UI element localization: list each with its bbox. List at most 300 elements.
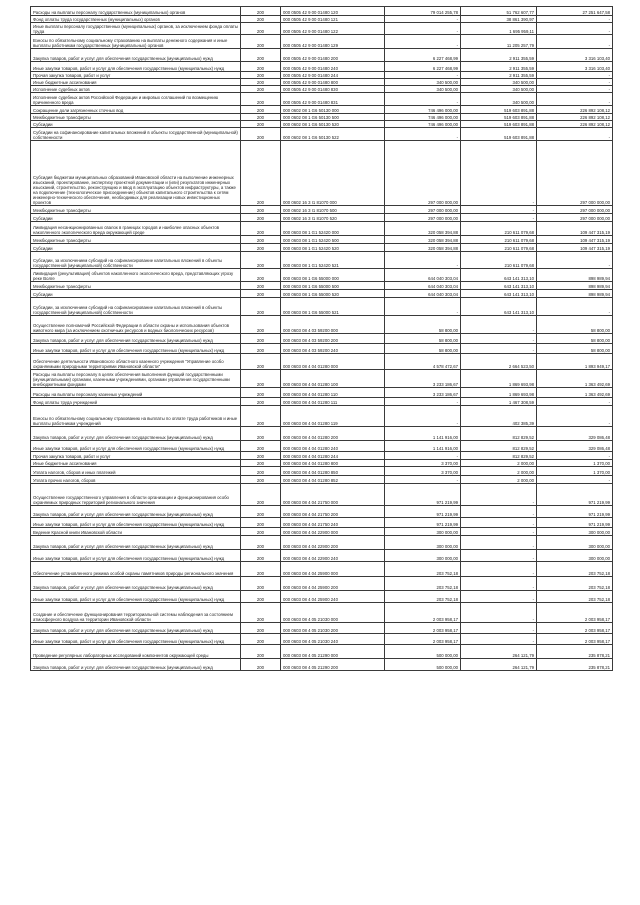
table-row	[31, 370, 613, 388]
row-budget-code: 000 0603 08 1 G1 52420 000	[281, 222, 385, 236]
row-amount-executed: 2 000,00	[461, 467, 537, 476]
row-admin-code: 200	[241, 35, 281, 49]
row-budget-code: 000 0505 42 9 00 01480 800	[281, 79, 385, 86]
row-budget-code: 000 0505 42 9 00 01480 129	[281, 35, 385, 49]
row-amount-remaining: 58 800,00	[537, 344, 613, 354]
row-amount-remaining: 226 892 108,12	[537, 114, 613, 121]
row-amount-executed: -	[461, 536, 537, 550]
row-budget-code: 000 0505 42 9 00 01480 121	[281, 16, 385, 23]
row-admin-code: 200	[241, 106, 281, 114]
table-row	[31, 406, 613, 427]
row-name: Закупка товаров, работ и услуг для обеспечения государственных (муниципальных) нужд	[31, 659, 241, 671]
row-amount-remaining: -	[537, 476, 613, 484]
row-budget-code: 000 0603 08 4 05 21290 200	[281, 659, 385, 671]
row-admin-code: 200	[241, 550, 281, 562]
row-amount-remaining: 1 370,00	[537, 460, 613, 467]
row-name: Ликвидация (рекультивация) объектов накопленного экологического вреда, представляющих угрозу реке Волге	[31, 269, 241, 282]
row-amount-approved: -	[385, 252, 461, 269]
row-admin-code: 200	[241, 476, 281, 484]
row-budget-code: 000 0603 08 1 G1 52420 520	[281, 244, 385, 252]
row-name: Иные закупки товаров, работ и услуг для обеспечения государственных (муниципальных) нужд	[31, 518, 241, 528]
row-amount-approved: 500 000,00	[385, 659, 461, 671]
row-amount-remaining: -	[537, 398, 613, 406]
row-amount-remaining: 3 316 103,40	[537, 49, 613, 62]
row-budget-code: 000 0603 08 4 05 21290 000	[281, 645, 385, 659]
row-admin-code: 200	[241, 398, 281, 406]
row-budget-code: 000 0603 08 1 G6 55000 520	[281, 290, 385, 298]
table-row	[31, 528, 613, 536]
row-amount-executed: 264 121,79	[461, 645, 537, 659]
row-budget-code: 000 0603 08 1 G6 55000 500	[281, 282, 385, 290]
row-budget-code: 000 0603 08 4 05 21030 000	[281, 603, 385, 623]
row-amount-approved: 644 040 303,04	[385, 290, 461, 298]
row-budget-code: 000 0603 08 1 G1 52420 521	[281, 252, 385, 269]
row-budget-code: 000 0602 08 1 G6 50130 522	[281, 128, 385, 141]
row-budget-code: 000 0603 08 4 04 01280 850	[281, 467, 385, 476]
row-amount-executed: -	[461, 214, 537, 222]
row-name: Иные бюджетные ассигнования	[31, 79, 241, 86]
row-amount-approved: 4 578 472,67	[385, 354, 461, 370]
row-name: Расходы на выплаты персоналу в целях обеспечения выполнения функций государственными (муниципальными) органами, казенными учреждениями, органами управления государственными внебюджетными фондами	[31, 370, 241, 388]
row-name: Закупка товаров, работ и услуг для обеспечения государственных (муниципальных) нужд	[31, 49, 241, 62]
row-amount-approved: -	[385, 128, 461, 141]
table-row	[31, 452, 613, 460]
row-name: Субсидия бюджетам муниципальных образований Ивановской области на выполнение инженерных изысканий, проектирование, экспертизу проектной документации и (или) результатов инженерных изысканий, строительство, реконструкцию и ввод в эксплуатацию объектов инфраструктуры, а также на подключение (технологическое присоединение) объектов капитального строительства к сетям инженерно-технического обеспечения, необходимых для реализации новых инвестиционных проектов	[31, 141, 241, 206]
table-row	[31, 128, 613, 141]
row-amount-executed: 519 603 891,88	[461, 106, 537, 114]
row-amount-executed: 1 869 693,98	[461, 388, 537, 398]
budget-report-page	[30, 6, 612, 671]
row-name: Взносы по обязательному социальному страхованию на выплаты по оплате труда работников и иные выплаты работникам учреждений	[31, 406, 241, 427]
table-row	[31, 236, 613, 244]
row-amount-approved: 3 233 186,67	[385, 370, 461, 388]
row-name: Субсидии	[31, 214, 241, 222]
table-row	[31, 252, 613, 269]
table-row	[31, 316, 613, 334]
row-name: Закупка товаров, работ и услуг для обеспечения государственных (муниципальных) нужд	[31, 427, 241, 441]
row-amount-approved: 644 040 303,04	[385, 282, 461, 290]
row-budget-code: 000 0603 08 4 03 59200 000	[281, 316, 385, 334]
row-amount-approved: 320 058 394,88	[385, 222, 461, 236]
row-amount-executed: 1 695 959,11	[461, 23, 537, 35]
row-amount-remaining: 297 000 000,00	[537, 141, 613, 206]
row-amount-approved: 297 000 000,00	[385, 214, 461, 222]
row-amount-approved: -	[385, 93, 461, 106]
row-amount-approved: 644 040 303,04	[385, 269, 461, 282]
row-amount-approved: 2 003 958,17	[385, 634, 461, 645]
table-row	[31, 23, 613, 35]
row-amount-remaining: -	[537, 252, 613, 269]
row-amount-approved: 300 000,00	[385, 536, 461, 550]
row-amount-executed: 2 911 355,59	[461, 72, 537, 79]
row-name: Сокращение доли загрязненных сточных вод	[31, 106, 241, 114]
table-row	[31, 476, 613, 484]
row-amount-remaining: -	[537, 79, 613, 86]
table-row	[31, 427, 613, 441]
row-admin-code: 200	[241, 141, 281, 206]
row-amount-executed: 210 611 079,68	[461, 236, 537, 244]
row-name: Закупка товаров, работ и услуг для обеспечения государственных (муниципальных) нужд	[31, 536, 241, 550]
row-amount-executed: 812 829,52	[461, 427, 537, 441]
table-row	[31, 354, 613, 370]
row-admin-code: 200	[241, 518, 281, 528]
row-amount-remaining: 329 086,48	[537, 441, 613, 452]
row-amount-executed: 2 000,00	[461, 476, 537, 484]
row-name: Межбюджетные трансферты	[31, 206, 241, 214]
row-amount-approved: 58 800,00	[385, 334, 461, 344]
row-name: Субсидии	[31, 121, 241, 128]
row-admin-code: 200	[241, 406, 281, 427]
row-amount-remaining: 109 447 315,19	[537, 222, 613, 236]
row-amount-remaining: -	[537, 93, 613, 106]
row-amount-remaining: -	[537, 128, 613, 141]
row-name: Закупка товаров, работ и услуг для обеспечения государственных (муниципальных) нужд	[31, 506, 241, 518]
row-amount-remaining: 329 086,48	[537, 427, 613, 441]
row-amount-remaining: 203 752,18	[537, 562, 613, 577]
table-row	[31, 518, 613, 528]
table-row	[31, 121, 613, 128]
row-amount-remaining: -	[537, 452, 613, 460]
row-admin-code: 200	[241, 252, 281, 269]
row-amount-executed: -	[461, 316, 537, 334]
row-amount-remaining: -	[537, 406, 613, 427]
row-amount-approved: -	[385, 16, 461, 23]
row-amount-executed: 210 611 079,68	[461, 222, 537, 236]
table-row	[31, 106, 613, 114]
row-budget-code: 000 0603 08 4 04 22900 200	[281, 536, 385, 550]
row-amount-approved: -	[385, 398, 461, 406]
row-amount-approved: 1 141 916,00	[385, 441, 461, 452]
row-name: Иные бюджетные ассигнования	[31, 460, 241, 467]
table-row	[31, 269, 613, 282]
row-name: Субсидии, за исключением субсидий на софинансирование капитальных вложений в объекты государственной (муниципальной) собственности	[31, 252, 241, 269]
row-amount-remaining: 203 752,18	[537, 577, 613, 591]
table-row	[31, 49, 613, 62]
row-amount-approved: 203 752,18	[385, 562, 461, 577]
row-amount-approved: 746 496 000,00	[385, 106, 461, 114]
row-amount-executed: 402 385,39	[461, 406, 537, 427]
row-amount-approved: 3 370,00	[385, 460, 461, 467]
row-admin-code: 200	[241, 86, 281, 93]
row-budget-code: 000 0603 08 4 04 22900 000	[281, 528, 385, 536]
row-admin-code: 200	[241, 298, 281, 316]
row-amount-approved: 971 219,99	[385, 518, 461, 528]
row-budget-code: 000 0603 08 4 04 21750 240	[281, 518, 385, 528]
row-admin-code: 200	[241, 536, 281, 550]
row-budget-code: 000 0603 08 4 04 25900 240	[281, 591, 385, 603]
row-amount-approved: 6 227 468,99	[385, 62, 461, 72]
row-budget-code: 000 0603 08 4 04 01280 244	[281, 452, 385, 460]
row-amount-remaining: -	[537, 298, 613, 316]
row-amount-remaining: 27 251 647,58	[537, 7, 613, 16]
row-admin-code: 200	[241, 427, 281, 441]
row-name: Расходы на выплаты персоналу казенных учреждений	[31, 388, 241, 398]
row-budget-code: 000 0602 08 1 G6 50130 500	[281, 114, 385, 121]
row-amount-executed: -	[461, 550, 537, 562]
row-amount-remaining: 109 447 315,19	[537, 244, 613, 252]
row-amount-remaining: 971 219,99	[537, 518, 613, 528]
table-row	[31, 550, 613, 562]
table-row	[31, 79, 613, 86]
row-amount-executed: -	[461, 334, 537, 344]
row-budget-code: 000 0603 08 4 04 25900 000	[281, 562, 385, 577]
row-amount-remaining: -	[537, 16, 613, 23]
row-budget-code: 000 0602 08 1 G6 50130 000	[281, 106, 385, 114]
row-name: Фонд оплаты труда учреждений	[31, 398, 241, 406]
row-name: Ведение Красной книги Ивановской области	[31, 528, 241, 536]
row-amount-approved: -	[385, 452, 461, 460]
row-admin-code: 200	[241, 506, 281, 518]
row-amount-remaining: 898 989,94	[537, 282, 613, 290]
row-budget-code: 000 0603 08 4 04 01280 800	[281, 460, 385, 467]
row-amount-approved: 971 219,99	[385, 506, 461, 518]
row-name: Иные закупки товаров, работ и услуг для обеспечения государственных (муниципальных) нужд	[31, 441, 241, 452]
row-admin-code: 200	[241, 214, 281, 222]
row-name: Уплата прочих налогов, сборов	[31, 476, 241, 484]
row-amount-approved: 340 500,00	[385, 79, 461, 86]
row-name: Закупка товаров, работ и услуг для обеспечения государственных (муниципальных) нужд	[31, 334, 241, 344]
row-name: Проведение регулярных лабораторных исследований компонентов окружающей среды	[31, 645, 241, 659]
table-row	[31, 398, 613, 406]
table-row	[31, 603, 613, 623]
row-amount-executed: 1 467 308,59	[461, 398, 537, 406]
table-row	[31, 441, 613, 452]
row-admin-code: 200	[241, 236, 281, 244]
row-budget-code: 000 0603 08 4 04 22900 240	[281, 550, 385, 562]
row-budget-code: 000 0602 08 1 G6 50130 520	[281, 121, 385, 128]
table-row	[31, 7, 613, 16]
row-amount-executed: 2 000,00	[461, 460, 537, 467]
row-amount-approved: 6 227 468,99	[385, 49, 461, 62]
row-amount-remaining: 1 363 492,69	[537, 388, 613, 398]
row-amount-approved: 203 752,18	[385, 577, 461, 591]
row-admin-code: 200	[241, 603, 281, 623]
row-budget-code: 000 0603 08 4 04 25900 200	[281, 577, 385, 591]
row-amount-approved: 203 752,18	[385, 591, 461, 603]
table-row	[31, 114, 613, 121]
row-amount-approved: -	[385, 72, 461, 79]
row-name: Фонд оплаты труда государственных (муниципальных) органов	[31, 16, 241, 23]
row-budget-code: 000 0505 42 9 00 01480 830	[281, 86, 385, 93]
row-budget-code: 000 0603 08 4 04 21750 200	[281, 506, 385, 518]
row-admin-code: 200	[241, 354, 281, 370]
row-budget-code: 000 0505 42 9 00 01480 240	[281, 62, 385, 72]
row-amount-remaining: 300 000,00	[537, 550, 613, 562]
row-name: Субсидии	[31, 244, 241, 252]
row-amount-approved: 320 058 394,88	[385, 236, 461, 244]
row-amount-remaining: 300 000,00	[537, 528, 613, 536]
row-amount-executed: -	[461, 518, 537, 528]
table-row	[31, 623, 613, 634]
row-amount-executed: 519 603 891,88	[461, 128, 537, 141]
row-amount-approved: 971 219,99	[385, 484, 461, 506]
row-amount-approved: -	[385, 35, 461, 49]
row-amount-executed: 38 861 390,97	[461, 16, 537, 23]
row-admin-code: 200	[241, 452, 281, 460]
row-admin-code: 200	[241, 114, 281, 121]
row-amount-remaining: 297 000 000,00	[537, 206, 613, 214]
row-amount-remaining: 58 800,00	[537, 334, 613, 344]
row-name: Исполнение судебных актов Российской Федерации и мировых соглашений по возмещению причиненного вреда	[31, 93, 241, 106]
row-amount-remaining: 226 892 108,12	[537, 121, 613, 128]
row-name: Субсидии, за исключением субсидий на софинансирование капитальных вложений в объекты государственной (муниципальной) собственности	[31, 298, 241, 316]
row-admin-code: 200	[241, 591, 281, 603]
row-budget-code: 000 0505 42 9 00 01480 244	[281, 72, 385, 79]
row-admin-code: 200	[241, 269, 281, 282]
row-admin-code: 200	[241, 282, 281, 290]
table-row	[31, 634, 613, 645]
row-amount-executed: -	[461, 484, 537, 506]
row-budget-code: 000 0603 08 4 03 59200 200	[281, 334, 385, 344]
row-name: Иные закупки товаров, работ и услуг для обеспечения государственных (муниципальных) нужд	[31, 550, 241, 562]
row-budget-code: 000 0505 42 9 00 01480 120	[281, 7, 385, 16]
row-name: Субсидии	[31, 290, 241, 298]
row-amount-remaining: 58 800,00	[537, 316, 613, 334]
row-amount-approved: 1 141 916,00	[385, 427, 461, 441]
table-row	[31, 282, 613, 290]
row-amount-approved: 3 233 186,67	[385, 388, 461, 398]
row-budget-code: 000 0602 16 3 I1 81070 500	[281, 206, 385, 214]
row-amount-approved: -	[385, 406, 461, 427]
expenditure-table	[30, 6, 613, 671]
row-budget-code: 000 0603 08 4 03 59200 240	[281, 344, 385, 354]
row-budget-code: 000 0505 42 9 00 01480 200	[281, 49, 385, 62]
row-amount-approved: -	[385, 476, 461, 484]
row-amount-remaining: 898 989,94	[537, 290, 613, 298]
row-name: Осуществление государственного управления в области организации и функционирования особо охраняемых природных территорий регионального значения	[31, 484, 241, 506]
row-amount-remaining: 2 003 958,17	[537, 623, 613, 634]
row-admin-code: 200	[241, 623, 281, 634]
row-budget-code: 000 0603 08 1 G6 55000 521	[281, 298, 385, 316]
table-row	[31, 484, 613, 506]
row-amount-approved: 3 370,00	[385, 467, 461, 476]
row-amount-remaining: -	[537, 23, 613, 35]
row-name: Межбюджетные трансферты	[31, 236, 241, 244]
row-name: Иные закупки товаров, работ и услуг для обеспечения государственных (муниципальных) нужд	[31, 591, 241, 603]
row-amount-remaining: 203 752,18	[537, 591, 613, 603]
table-row	[31, 244, 613, 252]
row-amount-approved: -	[385, 298, 461, 316]
table-row	[31, 93, 613, 106]
row-amount-approved: 2 003 958,17	[385, 603, 461, 623]
row-amount-remaining: -	[537, 72, 613, 79]
row-admin-code: 200	[241, 634, 281, 645]
row-amount-approved: 58 800,00	[385, 344, 461, 354]
row-admin-code: 200	[241, 577, 281, 591]
row-budget-code: 000 0603 08 4 04 21750 000	[281, 484, 385, 506]
row-name: Уплата налогов, сборов и иных платежей	[31, 467, 241, 476]
row-admin-code: 200	[241, 72, 281, 79]
row-amount-remaining: 2 003 958,17	[537, 634, 613, 645]
row-admin-code: 200	[241, 290, 281, 298]
row-admin-code: 200	[241, 93, 281, 106]
row-amount-remaining: 1 370,00	[537, 467, 613, 476]
row-amount-executed: 51 762 607,77	[461, 7, 537, 16]
table-row	[31, 206, 613, 214]
row-name: Субсидии на софинансирование капитальных вложений в объекты государственной (муниципальной) собственности	[31, 128, 241, 141]
row-amount-executed: -	[461, 634, 537, 645]
table-row	[31, 72, 613, 79]
table-row	[31, 536, 613, 550]
table-row	[31, 141, 613, 206]
row-amount-remaining: 2 003 958,17	[537, 603, 613, 623]
table-row	[31, 334, 613, 344]
row-admin-code: 200	[241, 16, 281, 23]
row-name: Обеспечение установленного режима особой охраны памятников природы регионального значения	[31, 562, 241, 577]
table-row	[31, 388, 613, 398]
row-amount-approved: 500 000,00	[385, 645, 461, 659]
row-budget-code: 000 0603 08 4 04 01280 110	[281, 388, 385, 398]
table-row	[31, 506, 613, 518]
row-name: Межбюджетные трансферты	[31, 114, 241, 121]
table-row	[31, 645, 613, 659]
row-admin-code: 200	[241, 467, 281, 476]
row-amount-approved: 300 000,00	[385, 550, 461, 562]
row-budget-code: 000 0603 08 4 04 01280 240	[281, 441, 385, 452]
row-amount-remaining: 297 000 000,00	[537, 214, 613, 222]
row-admin-code: 200	[241, 121, 281, 128]
row-admin-code: 200	[241, 222, 281, 236]
row-name: Прочая закупка товаров, работ и услуг	[31, 452, 241, 460]
row-amount-executed: 812 829,52	[461, 452, 537, 460]
row-name: Прочая закупка товаров, работ и услуг	[31, 72, 241, 79]
row-name: Исполнение судебных актов	[31, 86, 241, 93]
row-name: Закупка товаров, работ и услуг для обеспечения государственных (муниципальных) нужд	[31, 577, 241, 591]
row-budget-code: 000 0603 08 4 04 01280 100	[281, 370, 385, 388]
row-amount-approved: 746 496 000,00	[385, 121, 461, 128]
table-row	[31, 86, 613, 93]
row-amount-remaining: 898 989,94	[537, 269, 613, 282]
row-budget-code: 000 0603 08 4 04 01280 119	[281, 406, 385, 427]
row-amount-approved: 340 500,00	[385, 86, 461, 93]
table-row	[31, 16, 613, 23]
row-amount-executed: 643 141 313,10	[461, 282, 537, 290]
table-row	[31, 577, 613, 591]
row-name: Обеспечение деятельности Ивановского областного казенного учреждения "Управление особо охраняемыми природными территориями Ивановской области"	[31, 354, 241, 370]
row-admin-code: 200	[241, 344, 281, 354]
row-budget-code: 000 0505 42 9 00 01480 122	[281, 23, 385, 35]
row-amount-remaining: 226 892 108,12	[537, 106, 613, 114]
row-amount-remaining: 971 219,99	[537, 484, 613, 506]
table-row	[31, 290, 613, 298]
table-row	[31, 344, 613, 354]
table-row	[31, 460, 613, 467]
row-amount-executed: 2 911 355,59	[461, 62, 537, 72]
row-amount-executed: -	[461, 562, 537, 577]
table-row	[31, 562, 613, 577]
row-admin-code: 200	[241, 128, 281, 141]
table-row	[31, 214, 613, 222]
row-amount-approved: 58 800,00	[385, 316, 461, 334]
row-name: Осуществление полномочий Российской Федерации в области охраны и использования объектов животного мира (за исключением охотничьих ресурсов и водных биологических ресурсов)	[31, 316, 241, 334]
row-name: Иные закупки товаров, работ и услуг для обеспечения государственных (муниципальных) нужд	[31, 62, 241, 72]
row-budget-code: 000 0505 42 9 00 01480 831	[281, 93, 385, 106]
row-amount-executed: 340 500,00	[461, 79, 537, 86]
row-amount-remaining: 235 878,21	[537, 645, 613, 659]
row-amount-remaining: 3 316 103,40	[537, 62, 613, 72]
row-budget-code: 000 0603 08 4 04 01280 852	[281, 476, 385, 484]
row-budget-code: 000 0603 08 4 04 01280 111	[281, 398, 385, 406]
row-name: Иные закупки товаров, работ и услуг для обеспечения государственных (муниципальных) нужд	[31, 634, 241, 645]
row-amount-approved: 297 000 000,00	[385, 206, 461, 214]
row-budget-code: 000 0603 08 4 05 21030 240	[281, 634, 385, 645]
row-budget-code: 000 0603 08 4 04 01280 200	[281, 427, 385, 441]
row-amount-executed: -	[461, 603, 537, 623]
table-body	[31, 7, 613, 671]
row-amount-remaining: 1 893 949,17	[537, 354, 613, 370]
table-row	[31, 35, 613, 49]
row-admin-code: 200	[241, 460, 281, 467]
